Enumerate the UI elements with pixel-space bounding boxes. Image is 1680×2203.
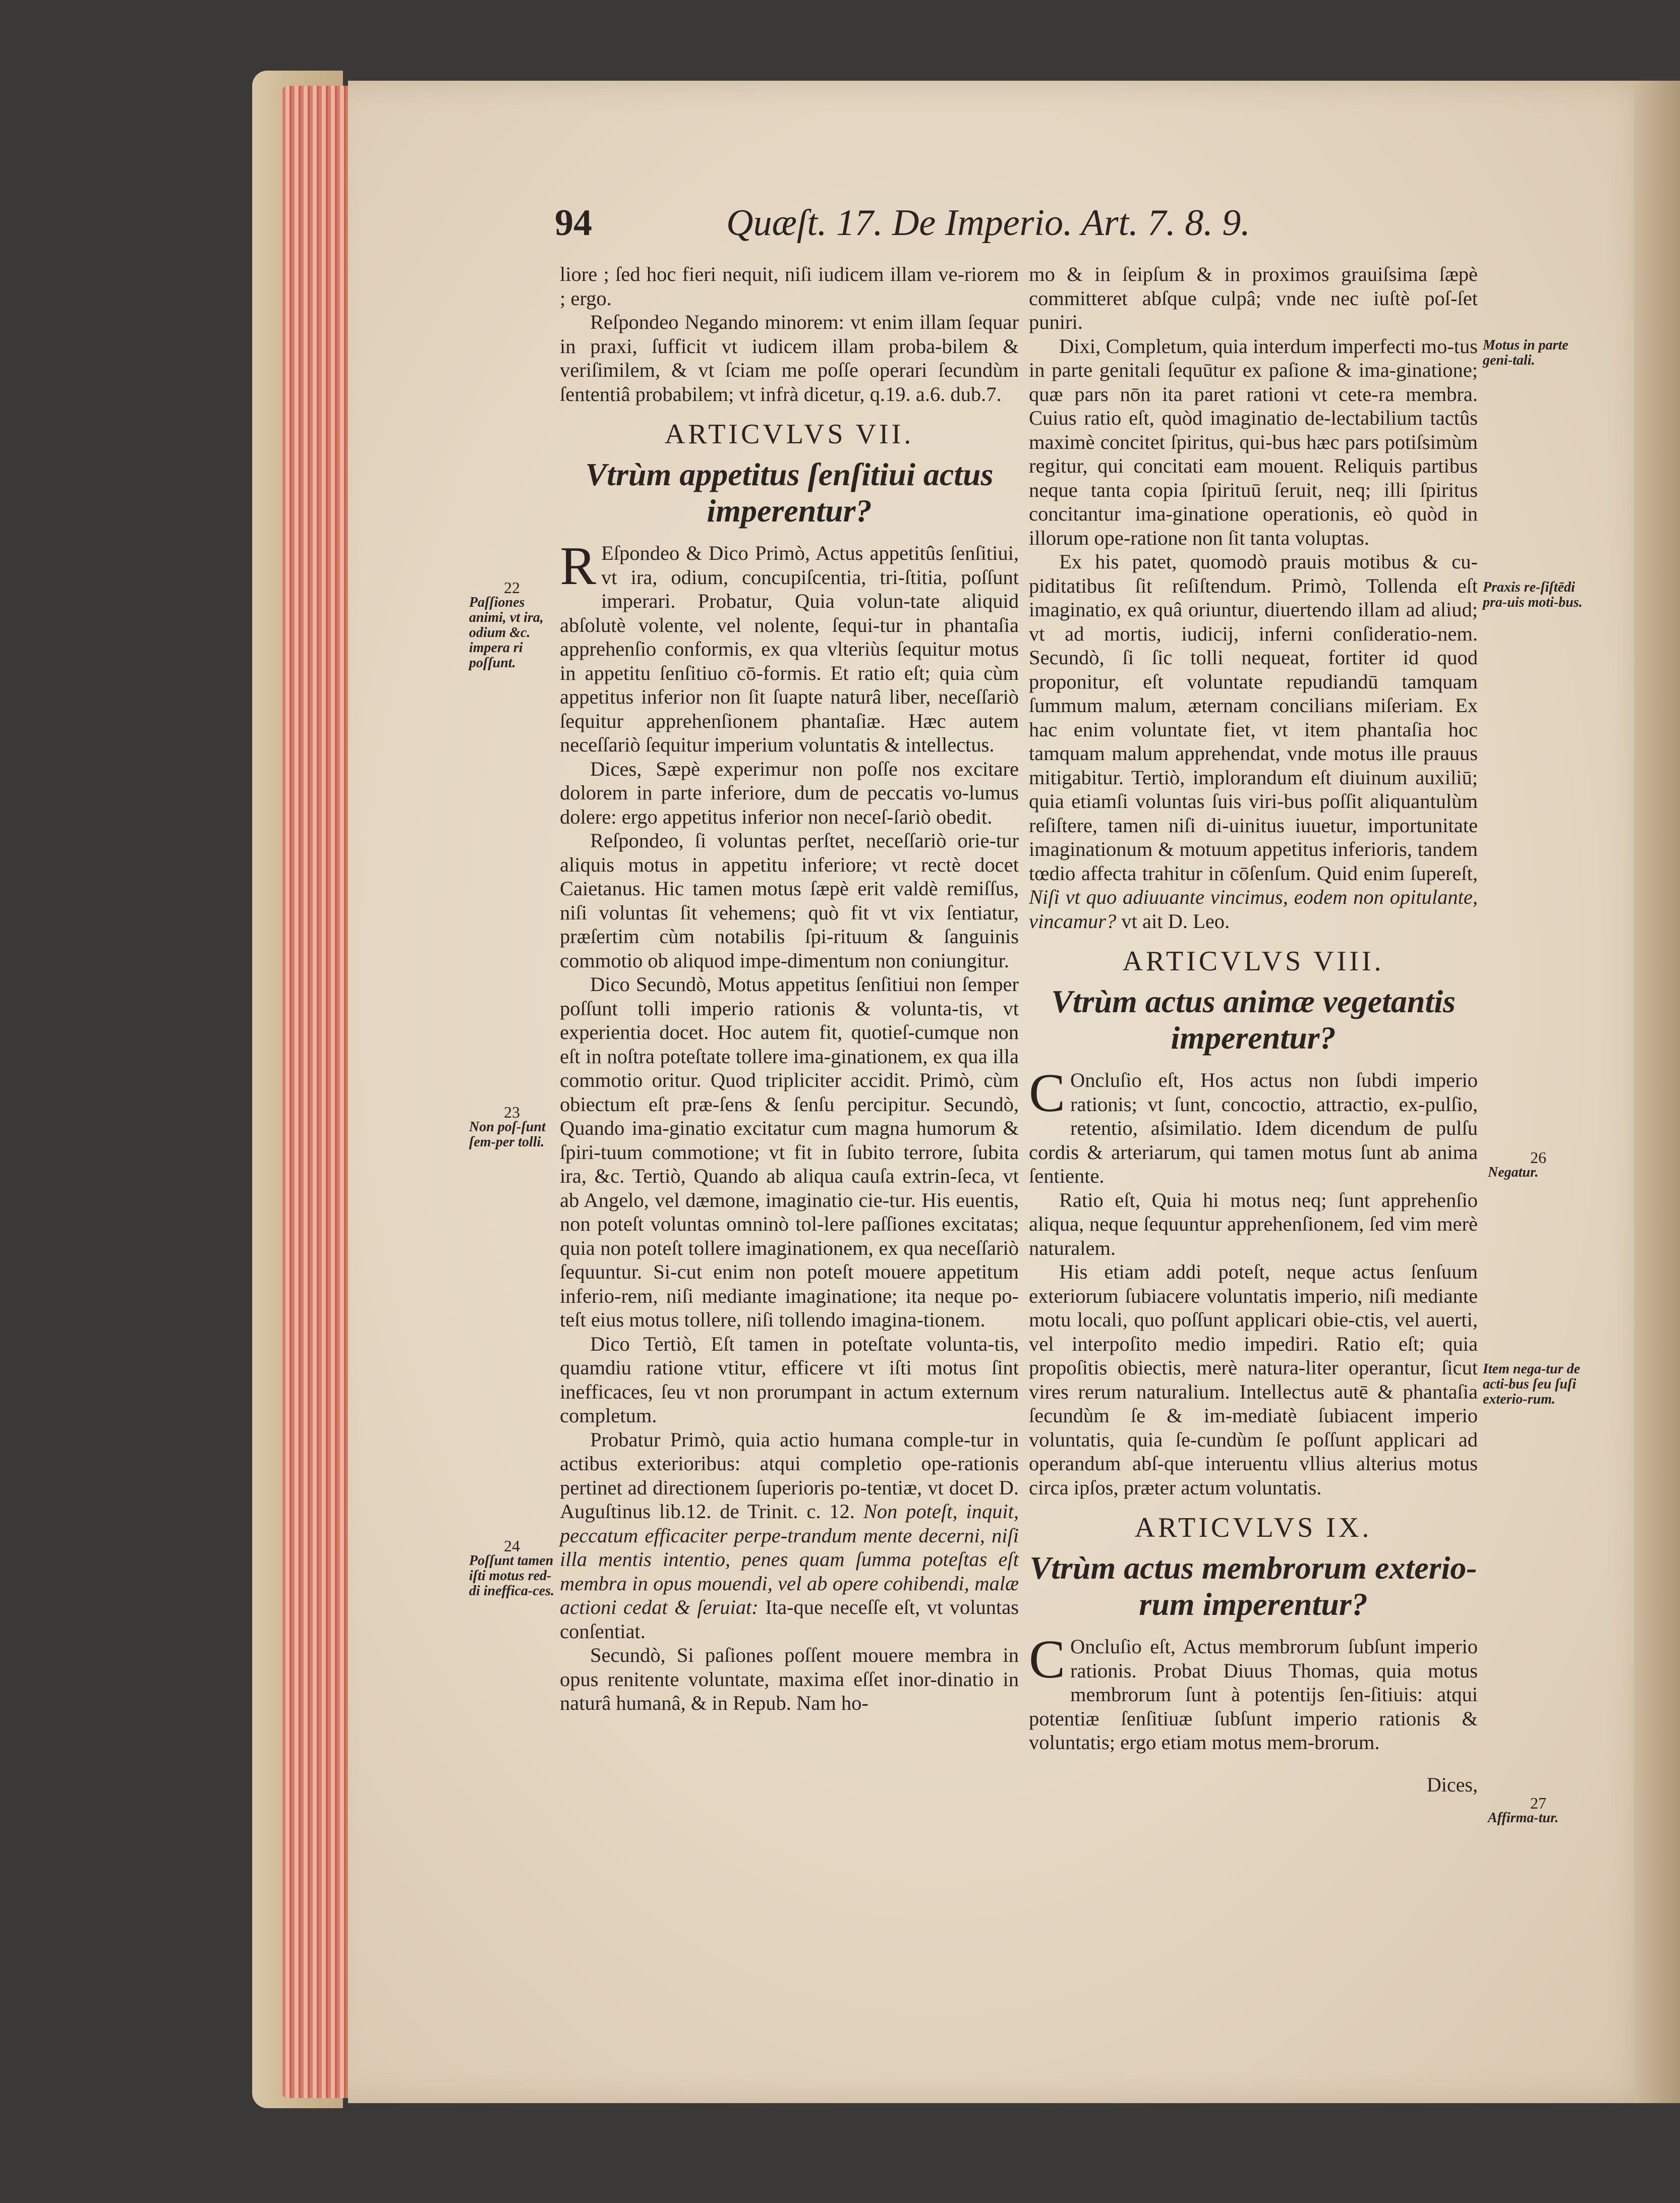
margin-note-27: 27 Affirma-tur. [1488,1794,1559,1826]
page-edges [282,86,353,2098]
article-7-heading: ARTICVLVS VII. [664,419,914,450]
drop-cap: C [1029,1630,1066,1690]
article-8-heading: ARTICVLVS VIII. [1122,946,1384,977]
margin-note-26: 26 Negatur. [1488,1148,1546,1180]
margin-note-praxis: Praxis re-ſiſtēdi pra-uis moti-bus. [1483,579,1583,610]
margin-note-motus: Motus in parte geni-tali. [1483,337,1569,368]
paragraph: Reſpondeo Negando minorem: vt enim illam ſequar in praxi, ſufficit vt iudicem illam proba-bilem & veriſimilem, & vt ſciam me poſſe operari ſecundùm ſententiâ probabilem; vt infrà dicetur, q.19. a.6. dub.7. [560,311,1019,405]
margin-note-item: Item nega-tur de acti-bus ſeu ſuſi exterio-rum. [1483,1361,1580,1407]
paragraph: C Oncluſio eſt, Actus membrorum ſubſunt imperio rationis. Probat Diuus Thomas, quia motus membrorum ſunt à potentijs ſen-ſitiuis: atqui potentiæ ſenſitiuæ ſubſunt imperio rationis & voluntatis; ergo etiam motus mem-brorum. [1029,1630,1478,1754]
article-9-heading: ARTICVLVS IX. [1134,1512,1372,1543]
catchword: Dices, [1426,1773,1478,1796]
paragraph: liore ; ſed hoc fieri nequit, niſi iudicem illam ve-riorem ; ergo. [560,263,1019,310]
margin-note-24: 24 Poſſunt tamen iſti motus red-di ineffica-ces. [469,1537,554,1599]
article-8-question: Vtrùm actus animæ vegetantis imperentur? [1051,983,1456,1056]
running-header [555,202,1563,257]
augustine-quote: Non poteſt, inquit, peccatum efficaciter perpe-trandum mente decerni, niſi illa mentis intentio, penes quam ſumma poteſtas eſt membra in opus mouendi, vel ab opere cohibendi, malæ actioni cedat & ſeruiat: [560,1500,1019,1618]
paragraph: Ex his patet, quomodò prauis motibus & cu-piditatibus ſit reſiſtendum. Primò, Tollenda eſt imaginatio, ex quâ oriuntur, diuertendo illam ad aliud; vt ad mortis, iudicij, inferni conſideratio-nem. Secundò, ſi ſic tolli nequeat, fortiter id quod proponitur, eſt voluntate repudiandū tamquam ſummum malum, æternam concilians miſeriam. Ex hac enim voluntate fiet, vt item phantaſia hoc tamquam malum apprehendat, vnde motus ille prauus mitigabitur. Tertiò, implorandum eſt diuinum auxiliū; quia etiamſi voluntas ſuis viri-bus poſſit aliquantulùm reſiſtere, tamen niſi di-uinitus iuuetur, importunitate imaginationum & motuum appetitus inferioris, tandem tœdio affecta trahitur in cōſenſum. Quid enim ſupereſt, Niſi vt quo adiuuante vincimus, eodem non opitulante, vincamur? vt ait D. Leo. [1029,550,1478,933]
left-column [560,262,1019,1715]
paragraph: Dices, Sæpè experimur non poſſe nos excitare dolorem in parte inferiore, dum de peccatis vo-lumus dolere: ergo appetitus inferior non neceſ-ſariò obedit. [560,757,1019,828]
margin-note-23: 23 Non poſ-ſunt ſem-per tolli. [469,1103,546,1150]
page-number: 94 [555,202,592,244]
article-9-question: Vtrùm actus membrorum exterio-rum imperentur? [1029,1550,1477,1622]
drop-cap: R [560,536,597,596]
next-page-edge [1634,81,1680,2103]
margin-note-22: 22 Paſſiones animi, vt ira, odium &c. impera ri poſſunt. [469,578,544,671]
paragraph: C Oncluſio eſt, Hos actus non ſubdi imperio rationis; vt ſunt, concoctio, attractio, ex-pulſio, retentio, aſsimilatio. Idem dicendum de pulſu cordis & arteriarum, qui tamen motus ſunt ab anima ſentiente. [1029,1063,1478,1187]
paragraph: Dixi, Completum, quia interdum imperfecti mo-tus in parte genitali ſequūtur ex paſione & ima-ginatione; quæ pars nōn ita paret rationi vt cete-ra membra. Cuius ratio eſt, quòd imaginatio de-lectabilium tactûs maximè concitet ſpiritus, qui-bus hæc pars potiſsimùm regitur, qui concitati eam mouent. Reliquis partibus neque tanta copia ſpirituū ſeruit, neq; illi ſpiritus concitantur ima-ginatione operationis, eò quòd in illorum ope-ratione non ſit tanta voluptas. [1029,334,1478,549]
right-column [1029,262,1478,1796]
running-title: Quæſt. 17. De Imperio. Art. 7. 8. 9. [726,202,1250,244]
paragraph: Probatur Primò, quia actio humana comple-tur in actibus exterioribus: atqui completio ope-rationis pertinet ad directionem ſuperioris po-tentiæ, vt docet D. Auguſtinus lib.12. de Trinit. c. 12. Non poteſt, inquit, peccatum efficaciter perpe-trandum mente decerni, niſi illa mentis intentio, penes quam ſumma poteſtas eſt membra in opus mouendi, vel ab opere cohibendi, malæ actioni cedat & ſeruiat: Ita-que neceſſe eſt, vt voluntas conſentiat. [560,1428,1019,1643]
paragraph: Dico Tertiò, Eſt tamen in poteſtate volunta-tis, quamdiu ratione vtitur, efficere vt iſti motus ſint inefficaces, ſeu vt non prorumpant in actum externum completum. [560,1332,1019,1427]
paragraph: mo & in ſeipſum & in proximos grauiſsima ſæpè committeret abſque culpâ; vnde nec iuſtè poſ-ſet puniri. [1029,263,1478,333]
article-7-question: Vtrùm appetitus ſenſitiui actus imperentur? [585,456,994,529]
drop-cap: C [1029,1063,1066,1123]
paragraph: His etiam addi poteſt, neque actus ſenſuum exteriorum ſubiacere voluntatis imperio, niſi mediante motu locali, quo poſſunt applicari obie-ctis, vel auerti, vel interpoſito medio impediri. Ratio eſt; quia propoſitis obiectis, merè natura-liter operantur, ſicut vires rerum naturalium. Intellectus autē & phantaſia ſecundùm ſe & im-mediatè ſubiacent imperio voluntatis, quia ſe-cundùm ſe poſſunt applicari ad operandum abſ-que interuentu vllius alterius motus circa ipſos, præter actum voluntatis. [1029,1260,1478,1499]
leo-quote: Niſi vt quo adiuuante vincimus, eodem non opitulante, vincamur? [1029,886,1478,933]
paragraph: Ratio eſt, Quia hi motus neq; ſunt apprehenſio aliqua, neque ſequuntur apprehenſionem, ſed vim merè naturalem. [1029,1188,1478,1259]
paragraph: Reſpondeo, ſi voluntas perſtet, neceſſariò orie-tur aliquis motus in appetitu inferiore; vt rectè docet Caietanus. Hic tamen motus ſæpè erit valdè remiſſus, niſi voluntas ſit vehemens; quò fit vt vix ſentiatur, præſertim cùm notabilis ſpi-rituum & ſanguinis commotio ob aliquod impe-dimentum non coniungitur. [560,829,1019,972]
paragraph: Dico Secundò, Motus appetitus ſenſitiui non ſemper poſſunt tolli imperio rationis & volunta-tis, vt experientia docet. Hoc autem fit, quotieſ-cumque non eſt in noſtra poteſtate tollere ima-ginationem, ex qua illa commotio oritur. Quod tripliciter accidit. Primò, cùm obiectum eſt præ-ſens & ſenſu percipitur. Secundò, Quando ima-ginatio excitatur cum magna humorum & ſpiri-tuum commotione; vt fit in ſubito terrore, ſubita ira, &c. Tertiò, Quando ab aliqua cauſa extrin-ſeca, vt ab Angelo, vel dæmone, imaginatio cie-tur. His euentis, non poteſt voluntas omninò tol-lere paſſiones excitatas; quia non poteſt tollere imaginationem, ex qua neceſſariò ſequuntur. Si-cut enim non poteſt mouere appetitum inferio-rem, niſi mediante imaginatione; ita neque po-teſt eius motus tollere, niſi tollendo imagina-tionem. [560,973,1019,1331]
paragraph: Secundò, Si paſiones poſſent mouere membra in opus renitente voluntate, maxima eſſet inor-dinatio in naturâ humanâ, & in Repub. Nam ho- [560,1644,1019,1714]
paragraph: R Eſpondeo & Dico Primò, Actus appetitûs ſenſitiui, vt ira, odium, concupiſcentia, tri-ſtitia, poſſunt imperari. Probatur, Quia volun-tate aliquid abſolutè volente, vel nolente, ſequi-tur in phantaſia apprehenſio conformis, ex qua vlteriùs ſequitur motus in appetitu ſenſitiuo cō-formis. Et ratio eſt; quia cùm appetitus inferior non ſit ſuapte naturâ liber, neceſſariò ſequitur apprehenſionem phantaſiæ. Hæc autem neceſſariò ſequitur imperium voluntatis & intellectus. [560,536,1019,756]
